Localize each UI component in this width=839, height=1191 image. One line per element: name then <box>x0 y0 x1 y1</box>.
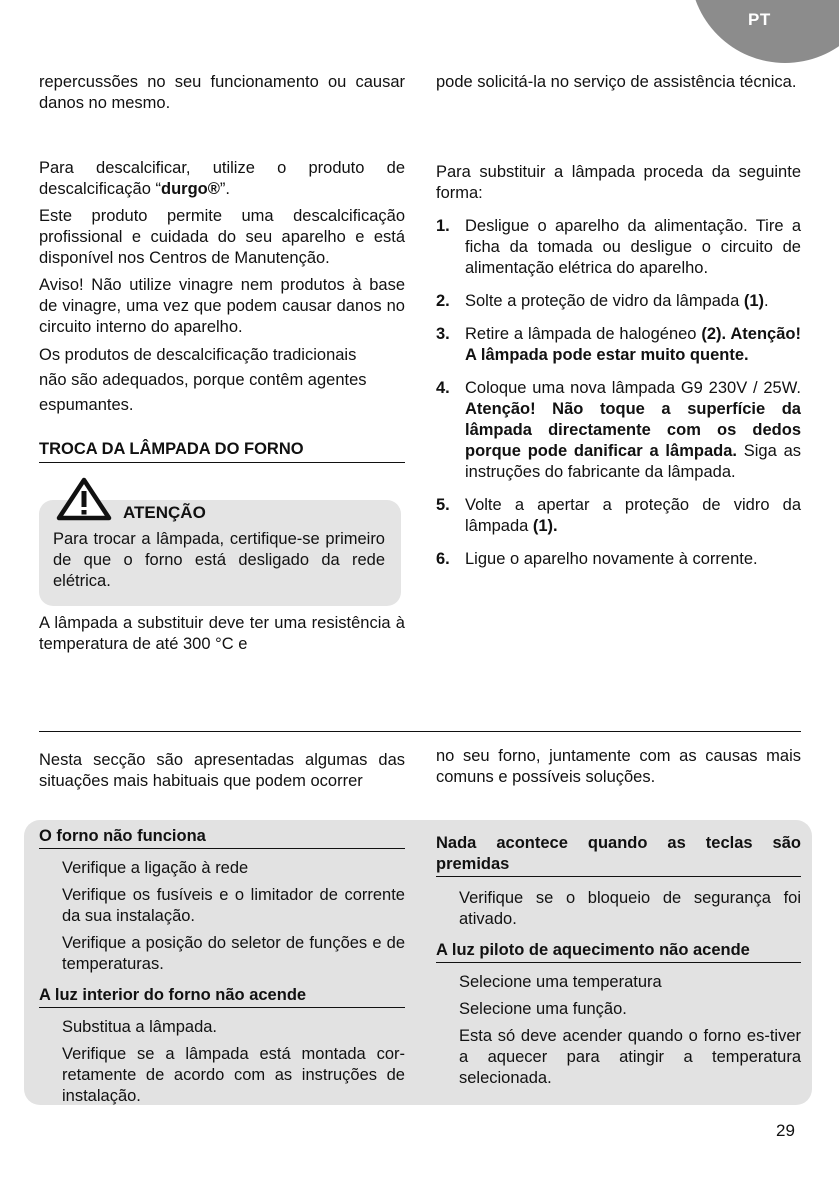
step-6: 6. Ligue o aparelho novamente à corrente. <box>436 550 758 568</box>
troubleshoot-intro-right: no seu forno, juntamente com as causas mais comuns e possíveis soluções. <box>436 747 801 786</box>
solution-item: Verifique a ligação à rede <box>62 859 249 877</box>
solution-item: Substitua a lâmpada. <box>62 1018 218 1036</box>
warning-title: ATENÇÃO <box>123 503 206 522</box>
step-3: 3. Retire a lâmpada de halogéneo (2). Atenção! A lâmpada pode estar muito quente. <box>436 325 801 364</box>
step-5: 5. Volte a apertar a proteção de vidro da lâmpada (1). <box>436 496 801 535</box>
problem-oven-not-working: O forno não funciona <box>39 826 405 849</box>
problem-keys-not-responding: Nada acontece quando as teclas são premidas <box>436 833 801 877</box>
problem-interior-light: A luz interior do forno não acende <box>39 985 405 1008</box>
descale-paragraph-4: Os produtos de descalcificação tradicionais não são adequados, porque contêm agentes espumantes. <box>39 346 367 414</box>
problem-pilot-light: A luz piloto de aquecimento não acende <box>436 940 801 963</box>
troubleshoot-right-column <box>436 833 801 1089</box>
procedure-intro: Para substituir a lâmpada proceda da seguinte forma: <box>436 163 801 202</box>
descale-section <box>39 158 405 418</box>
intro-right-text: pode solicitá-la no serviço de assistência técnica. <box>436 73 797 91</box>
step-2: 2. Solte a proteção de vidro da lâmpada (1). <box>436 292 769 310</box>
troubleshoot-intro-left: Nesta secção são apresentadas algumas das situações mais habituais que podem ocorrer <box>39 751 405 790</box>
lamp-section-heading: TROCA DA LÂMPADA DO FORNO <box>39 440 405 463</box>
descale-paragraph-1: Para descalcificar, utilize o produto de descalcificação “durgo®”. <box>39 159 405 198</box>
descale-paragraph-2: Este produto permite uma descalcificação profissional e cuidada do seu aparelho e está disponível nos Centros de Manutenção. <box>39 207 405 267</box>
section-divider <box>39 731 801 732</box>
language-tab <box>690 0 839 63</box>
descale-warning: Aviso! Não utilize vinagre nem produtos à base de vinagre, uma vez que podem causar danos no circuito interno do aparelho. <box>39 276 405 336</box>
brand-name: durgo® <box>160 180 220 198</box>
language-label: PT <box>748 10 771 29</box>
solution-item: Esta só deve acender quando o forno es-tiver a aquecer para atingir a temperatura selecionada. <box>459 1027 801 1087</box>
solution-item: Selecione uma temperatura <box>459 973 662 991</box>
warning-text: Para trocar a lâmpada, certifique-se primeiro de que o forno está desligado da rede elétrica. <box>53 530 385 590</box>
page-number: 29 <box>776 1121 795 1140</box>
lamp-resistance-text: A lâmpada a substituir deve ter uma resistência à temperatura de até 300 °C e <box>39 614 405 653</box>
solution-item: Verifique a posição do seletor de funções e de temperaturas. <box>62 934 405 973</box>
troubleshoot-left-column <box>39 826 405 1107</box>
warning-triangle-icon <box>56 477 112 521</box>
step-1: 1. Desligue o aparelho da alimentação. Tire a ficha da tomada ou desligue o circuito de alimentação elétrica do aparelho. <box>436 217 801 277</box>
solution-item: Verifique se a lâmpada está montada cor-retamente de acordo com as instruções de instalação. <box>62 1045 405 1105</box>
procedure-steps <box>436 216 801 582</box>
solution-item: Selecione uma função. <box>459 1000 627 1018</box>
solution-item: Verifique os fusíveis e o limitador de corrente da sua instalação. <box>62 886 405 925</box>
solution-item: Verifique se o bloqueio de segurança foi ativado. <box>459 889 801 928</box>
intro-left-text: repercussões no seu funcionamento ou causar danos no mesmo. <box>39 73 405 112</box>
step-4: 4. Coloque uma nova lâmpada G9 230V / 25W. Atenção! Não toque a superfície da lâmpada directamente com os dedos porque pode danificar a lâmpada. Siga as instruções do fabricante da lâmpada. <box>436 379 801 481</box>
